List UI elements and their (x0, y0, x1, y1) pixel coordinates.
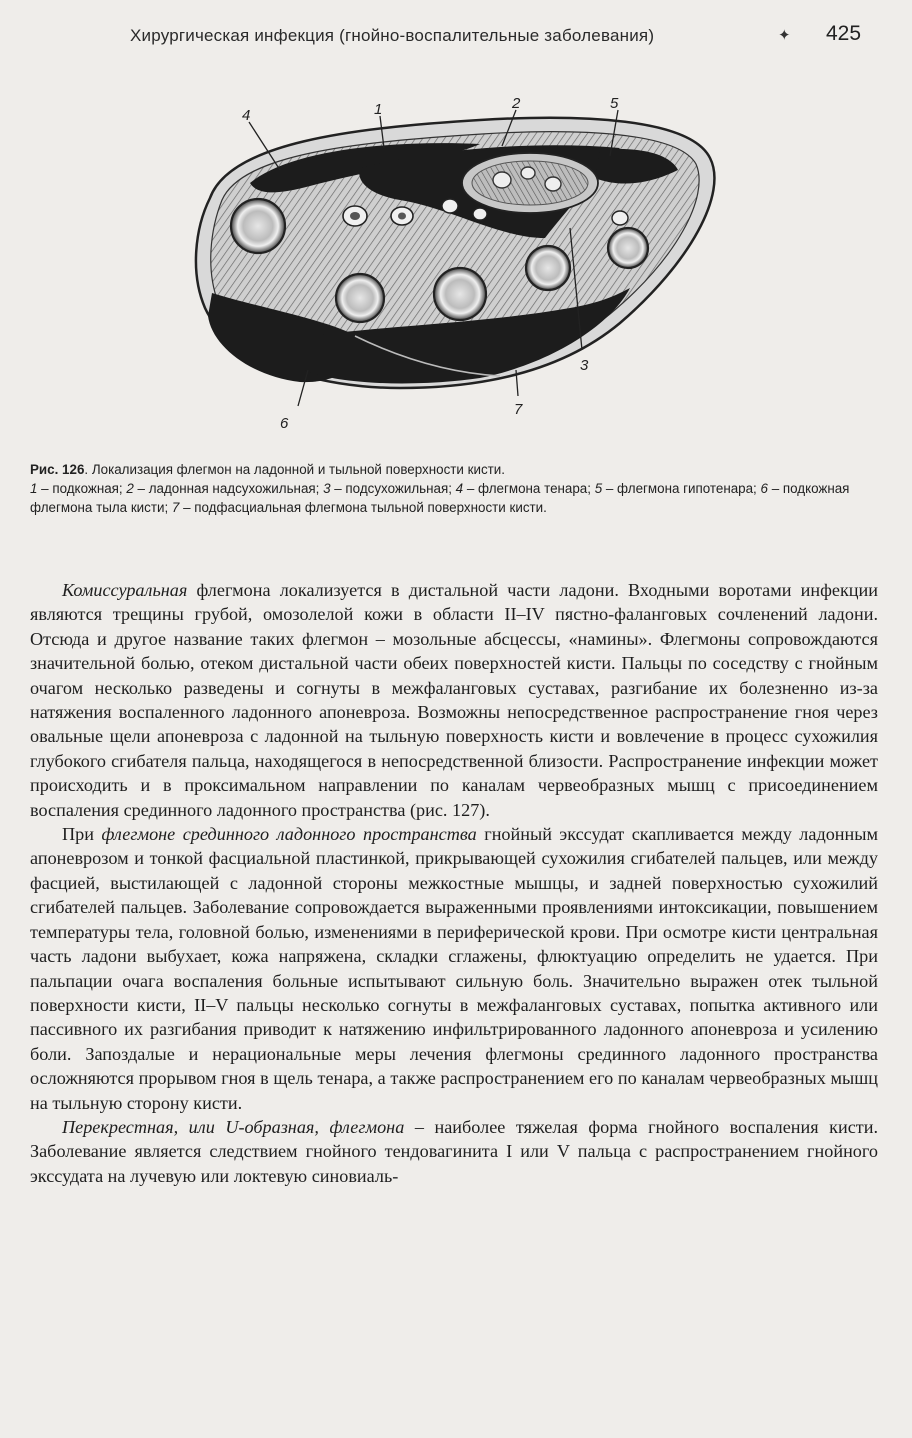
hand-cross-section-illustration (150, 88, 730, 448)
legend-number: 4 (455, 481, 464, 496)
callout-4: 4 (242, 107, 251, 124)
figure-hand-cross-section (150, 88, 730, 448)
metacarpal-bone-3 (434, 268, 486, 320)
legend-number: 3 (323, 481, 331, 496)
metacarpal-bone-1 (231, 199, 285, 253)
page-number: 425 (826, 22, 862, 45)
body-text (30, 578, 878, 1188)
caption-legend (30, 481, 849, 515)
metacarpal-bone-5 (608, 228, 648, 268)
figure-caption (30, 460, 880, 517)
callout-1: 1 (374, 101, 383, 118)
callout-7: 7 (514, 401, 523, 418)
metacarpal-bone-2 (336, 274, 384, 322)
legend-text: – подкожная флегмона тыла кисти; (30, 481, 850, 515)
running-head (0, 22, 912, 52)
paragraph (30, 1115, 878, 1188)
paragraph-pre: При (62, 824, 102, 845)
paragraph-text: гнойный экссудат скапливается между ладонным апоневрозом и тонкой фасциальной пластинкой, прикрывающей сухожилия сгибателей пальцев, или между фасцией, выстилающей с ладонной стороны межкостные мышцы, и задней поверхностью сухожилий сгибателей пальцев. Заболевание сопровождается выраженными проявлениями интоксикации, повышением температуры тела, головной болью, изменениями в периферической крови. При осмотре кисти центральная часть ладони выбухает, кожа напряжена, складки сглажены, флюктуацию определить не удается. При пальпации очага воспаления больные испытывают сильную боль. Значительно выражен отек тыльной поверхности кисти, II–V пальцы несколько согнуты в межфаланговых суставах, попытка активного или пассивного их разгибания приводит к натяжению инфильтрированного ладонного апоневроза и усилению боли. Запоздалые и нерациональные меры лечения флегмоны срединного ладонного пространства осложняются прорывом гноя в щель тенара, а также распространением его по каналам червеобразных мышц на тыльную сторону кисти. (30, 824, 878, 1113)
paragraph-text: флегмона локализуется в дистальной части ладони. Входными воротами инфекции являются трещины грубой, омозолелой кожи в области II–IV пястно-фаланговых сочленений ладони. Отсюда и другое название таких флегмон – мозольные абсцессы, «намины». Флегмоны сопровождаются значительной болью, отеком дистальной части обеих поверхностей кисти. Пальцы по соседству с гнойным очагом несколько разведены и согнуты в межфаланговых суставах, разгибание их болезненно из-за натяжения воспаленного ладонного апоневроза. Возможны непосредственное распространение гноя через овальные щели апоневроза с ладонной на тыльную поверхность кисти и вовлечение в процесс сухожилия глубокого сгибателя пальца, находящегося в непосредственной близости. Распространение инфекции может происходить и в проксимальном направлении по каналам червеобразных мышц с присоединением воспаления срединного ладонного пространства (рис. 127). (30, 580, 878, 820)
legend-text: – подкожная; (37, 481, 127, 496)
callout-3: 3 (580, 357, 589, 374)
paragraph (30, 578, 878, 822)
legend-text: – флегмона тенара; (463, 481, 595, 496)
paragraph-lead: Комиссуральная (62, 580, 188, 600)
callout-6: 6 (280, 415, 289, 432)
callout-2: 2 (512, 95, 521, 112)
ornament-icon: ✦ (778, 26, 791, 44)
paragraph (30, 822, 878, 1115)
legend-text: – подфасциальная флегмона тыльной поверхности кисти. (179, 500, 547, 515)
legend-number: 6 (760, 481, 768, 496)
legend-number: 2 (126, 481, 134, 496)
legend-number: 1 (30, 481, 38, 496)
figure-title: . Локализация флегмон на ладонной и тыльной поверхности кисти. (84, 462, 505, 477)
figure-label: Рис. 126 (30, 462, 85, 477)
paragraph-text: – наиболее тяжелая форма гнойного воспаления кисти. Заболевание является следствием гнойного тендовагинита I или V пальца с распространением гнойного экссудата на лучевую или локтевую синовиаль- (30, 1116, 879, 1186)
legend-number: 5 (594, 481, 603, 496)
legend-text: – подсухожильная; (330, 481, 456, 496)
legend-number: 7 (171, 500, 180, 515)
legend-text: – ладонная надсухожильная; (133, 481, 324, 496)
paragraph-lead: флегмоне срединного ладонного пространства (101, 824, 477, 845)
legend-text: – флегмона гипотенара; (602, 481, 761, 496)
callout-5: 5 (610, 95, 619, 112)
metacarpal-bone-4 (526, 246, 570, 290)
running-title: Хирургическая инфекция (гнойно-воспалительные заболевания) (130, 26, 655, 45)
paragraph-lead: Перекрестная, или U-образная, флегмона (62, 1116, 405, 1137)
